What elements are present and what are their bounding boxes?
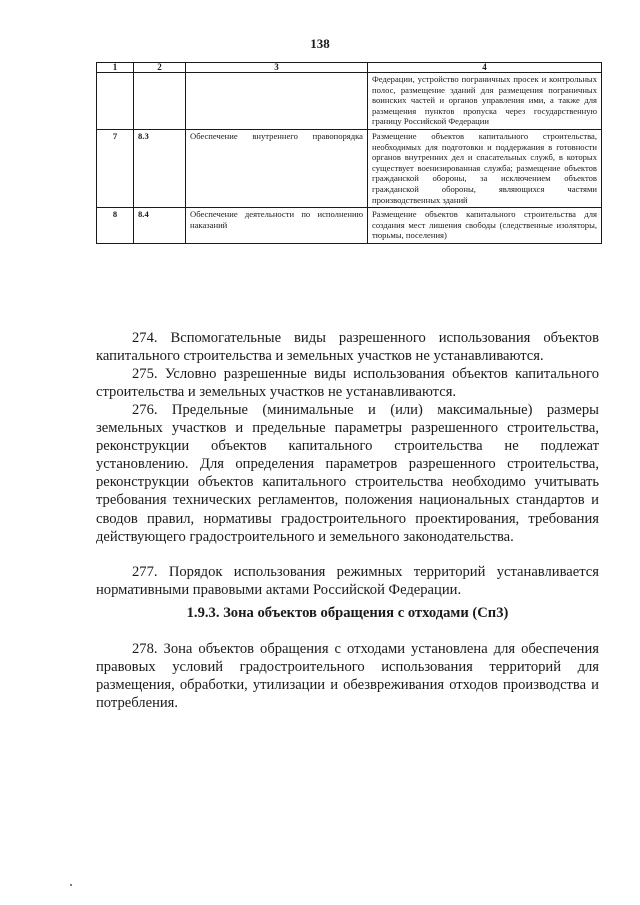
scan-speck — [70, 884, 72, 886]
table-cell — [134, 73, 186, 130]
table-cell-code: 8.4 — [134, 208, 186, 244]
section-heading: 1.9.3. Зона объектов обращения с отходами (Сп3) — [186, 605, 509, 621]
table-header-cell: 1 — [97, 63, 134, 73]
table-cell-name: Обеспечение внутреннего правопорядка — [186, 129, 368, 207]
paragraph-278 — [96, 640, 599, 712]
paragraph-276 — [96, 401, 599, 546]
table-cell-description: Размещение объектов капитального строительства, необходимых для подготовки и поддержания в готовности органов внутренних дел и спасательных служб, в которых существует военизированная служба; размещение объектов гражданской обороны, за исключением объектов гражданской обороны, являющихся частями производственных зданий — [368, 129, 602, 207]
table-row — [97, 208, 602, 244]
paragraph-text: 275. Условно разрешенные виды использования объектов капитального строительства и земельных участков не устанавливаются. — [96, 366, 599, 401]
table-cell — [97, 73, 134, 130]
table-cell-number: 7 — [97, 129, 134, 207]
table-header-cell: 4 — [368, 63, 602, 73]
table-row — [97, 129, 602, 207]
table-header-cell: 2 — [134, 63, 186, 73]
paragraph-275 — [96, 365, 599, 401]
zone-usage-table — [96, 62, 602, 244]
page-number: 138 — [310, 36, 330, 51]
table-cell — [186, 73, 368, 130]
table-cell-description: Размещение объектов капитального строительства для создания мест лишения свободы (следственные изоляторы, тюрьмы, поселения) — [368, 208, 602, 244]
paragraph-text: 276. Предельные (минимальные и (или) максимальные) размеры земельных участков и предельные параметры разрешенного строительства, реконструкции объектов капитального строительства не подлежат установлению. Для определения параметров разрешенного строительства, реконструкции объектов капитального строительства необходимо учитывать требования технических регламентов, положения национальных стандартов и сводов правил, нормативы градостроительного проектирования, требования действующего градостроительного и земельного законодательства. — [96, 402, 599, 545]
paragraph-277 — [96, 563, 599, 599]
table-cell-description: Федерации, устройство пограничных просек и контрольных полос, размещение зданий для размещения пограничных воинских частей и органов управления ими, а также для размещения пунктов пропуска через государственную границу Российской Федерации — [368, 73, 602, 130]
table-header-cell: 3 — [186, 63, 368, 73]
table-row — [97, 73, 602, 130]
paragraph-274 — [96, 329, 599, 365]
table-cell-code: 8.3 — [134, 129, 186, 207]
table-cell-number: 8 — [97, 208, 134, 244]
paragraph-text: 278. Зона объектов обращения с отходами установлена для обеспечения правовых условий градостроительного использования территорий для размещения, обработки, утилизации и обезвреживания отходов производства и потребления. — [96, 641, 599, 712]
table-cell-name: Обеспечение деятельности по исполнению наказаний — [186, 208, 368, 244]
table-header-row — [97, 63, 602, 73]
paragraph-text: 277. Порядок использования режимных территорий устанавливается нормативными правовыми актами Российской Федерации. — [96, 564, 599, 599]
paragraph-text: 274. Вспомогательные виды разрешенного использования объектов капитального строительства и земельных участков не устанавливаются. — [96, 330, 599, 365]
